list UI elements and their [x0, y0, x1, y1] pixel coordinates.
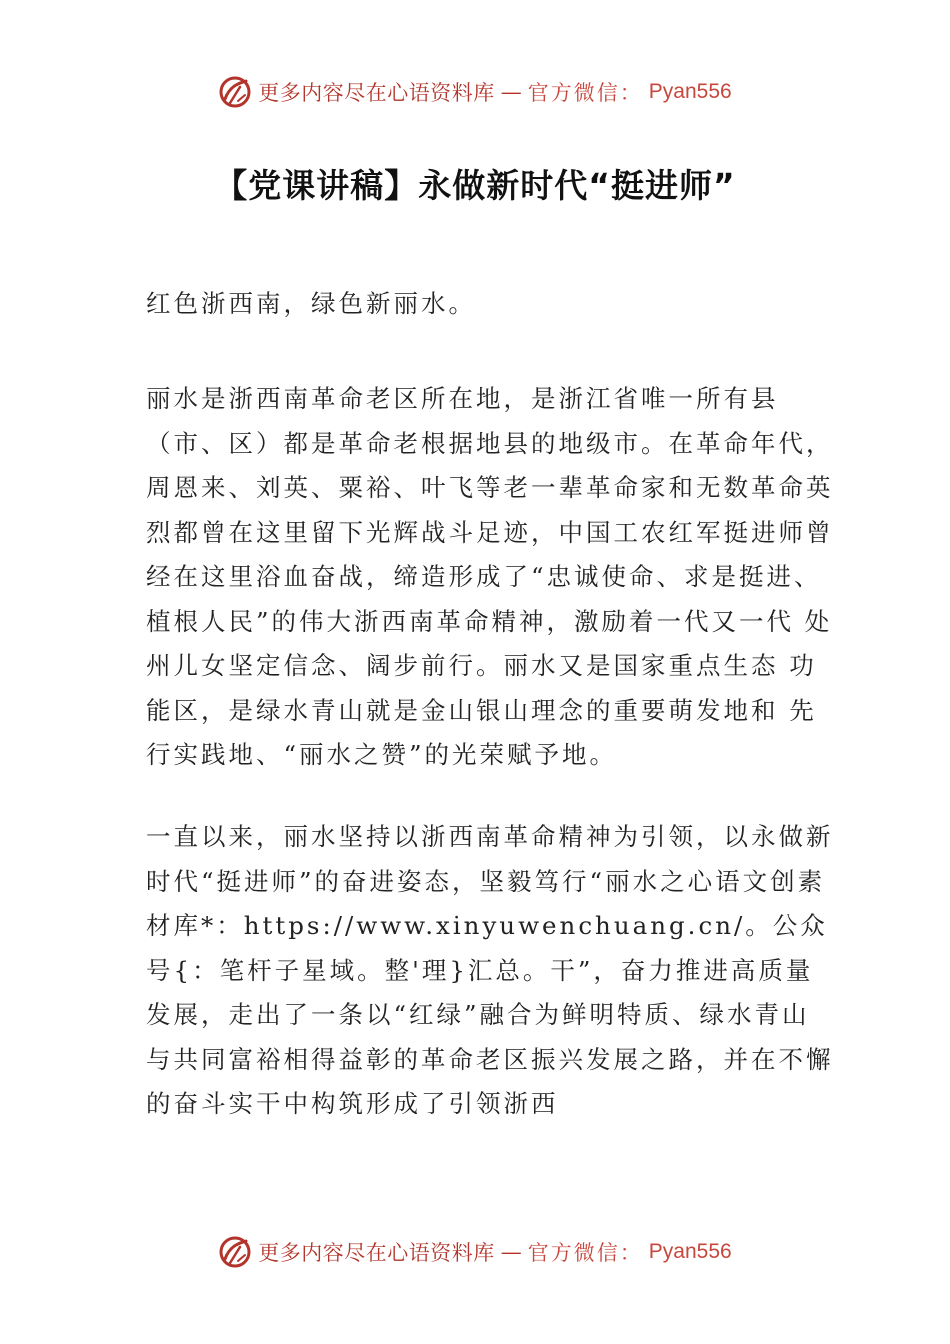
banner-wechat-label: 官方微信：	[527, 81, 643, 105]
paragraph-1: 红色浙西南，绿色新丽水。	[146, 289, 476, 318]
document-title: 【党课讲稿】永做新时代“挺进师”	[214, 166, 736, 205]
footer-wechat-id: Pyan556	[648, 1240, 732, 1263]
footer-separator: —	[500, 1240, 522, 1264]
banner-wechat-id: Pyan556	[648, 80, 732, 103]
header-banner	[0, 72, 950, 112]
footer-wechat-label: 官方微信：	[527, 1241, 643, 1265]
banner-separator: —	[500, 80, 522, 104]
paragraph-2: 丽水是浙西南革命老区所在地，是浙江省唯一所有县（市、区）都是革命老根据地县的地级市。在革命年代，周恩来、刘英、粟裕、叶飞等老一辈革命家和无数革命英烈都曾在这里留下光辉战斗足迹，中国工农红军挺进师曾经在这里浴血奋战，缔造形成了“忠诚使命、求是挺进、 植根人民”的伟大浙西南革命精神，激励着一代又一代 处州儿女坚定信念、阔步前行。丽水又是国家重点生态 功能区，是绿水青山就是金山银山理念的重要萌发地和 先行实践地、“丽水之赞”的光荣赋予地。	[146, 384, 834, 769]
logo-icon	[218, 75, 252, 109]
logo-icon	[218, 1235, 252, 1269]
banner-brand-text: 更多内容尽在心语资料库	[258, 81, 495, 105]
paragraph-3: 一直以来，丽水坚持以浙西南革命精神为引领，以永做新时代“挺进师”的奋进姿态，坚毅笃行“丽水之心语文创素材库*：https://www.xinyuwenchuang.cn/。公众号{：笔杆子星域。整'理}汇总。干”，奋力推进高质量发展，走出了一条以“红绿”融合为鲜明特质、绿水青山与共同富裕相得益彰的革命老区振兴发展之路，并在不懈的奋斗实干中构筑形成了引领浙西	[146, 822, 834, 1118]
footer-brand-text: 更多内容尽在心语资料库	[258, 1241, 495, 1265]
footer-banner	[0, 1232, 950, 1272]
